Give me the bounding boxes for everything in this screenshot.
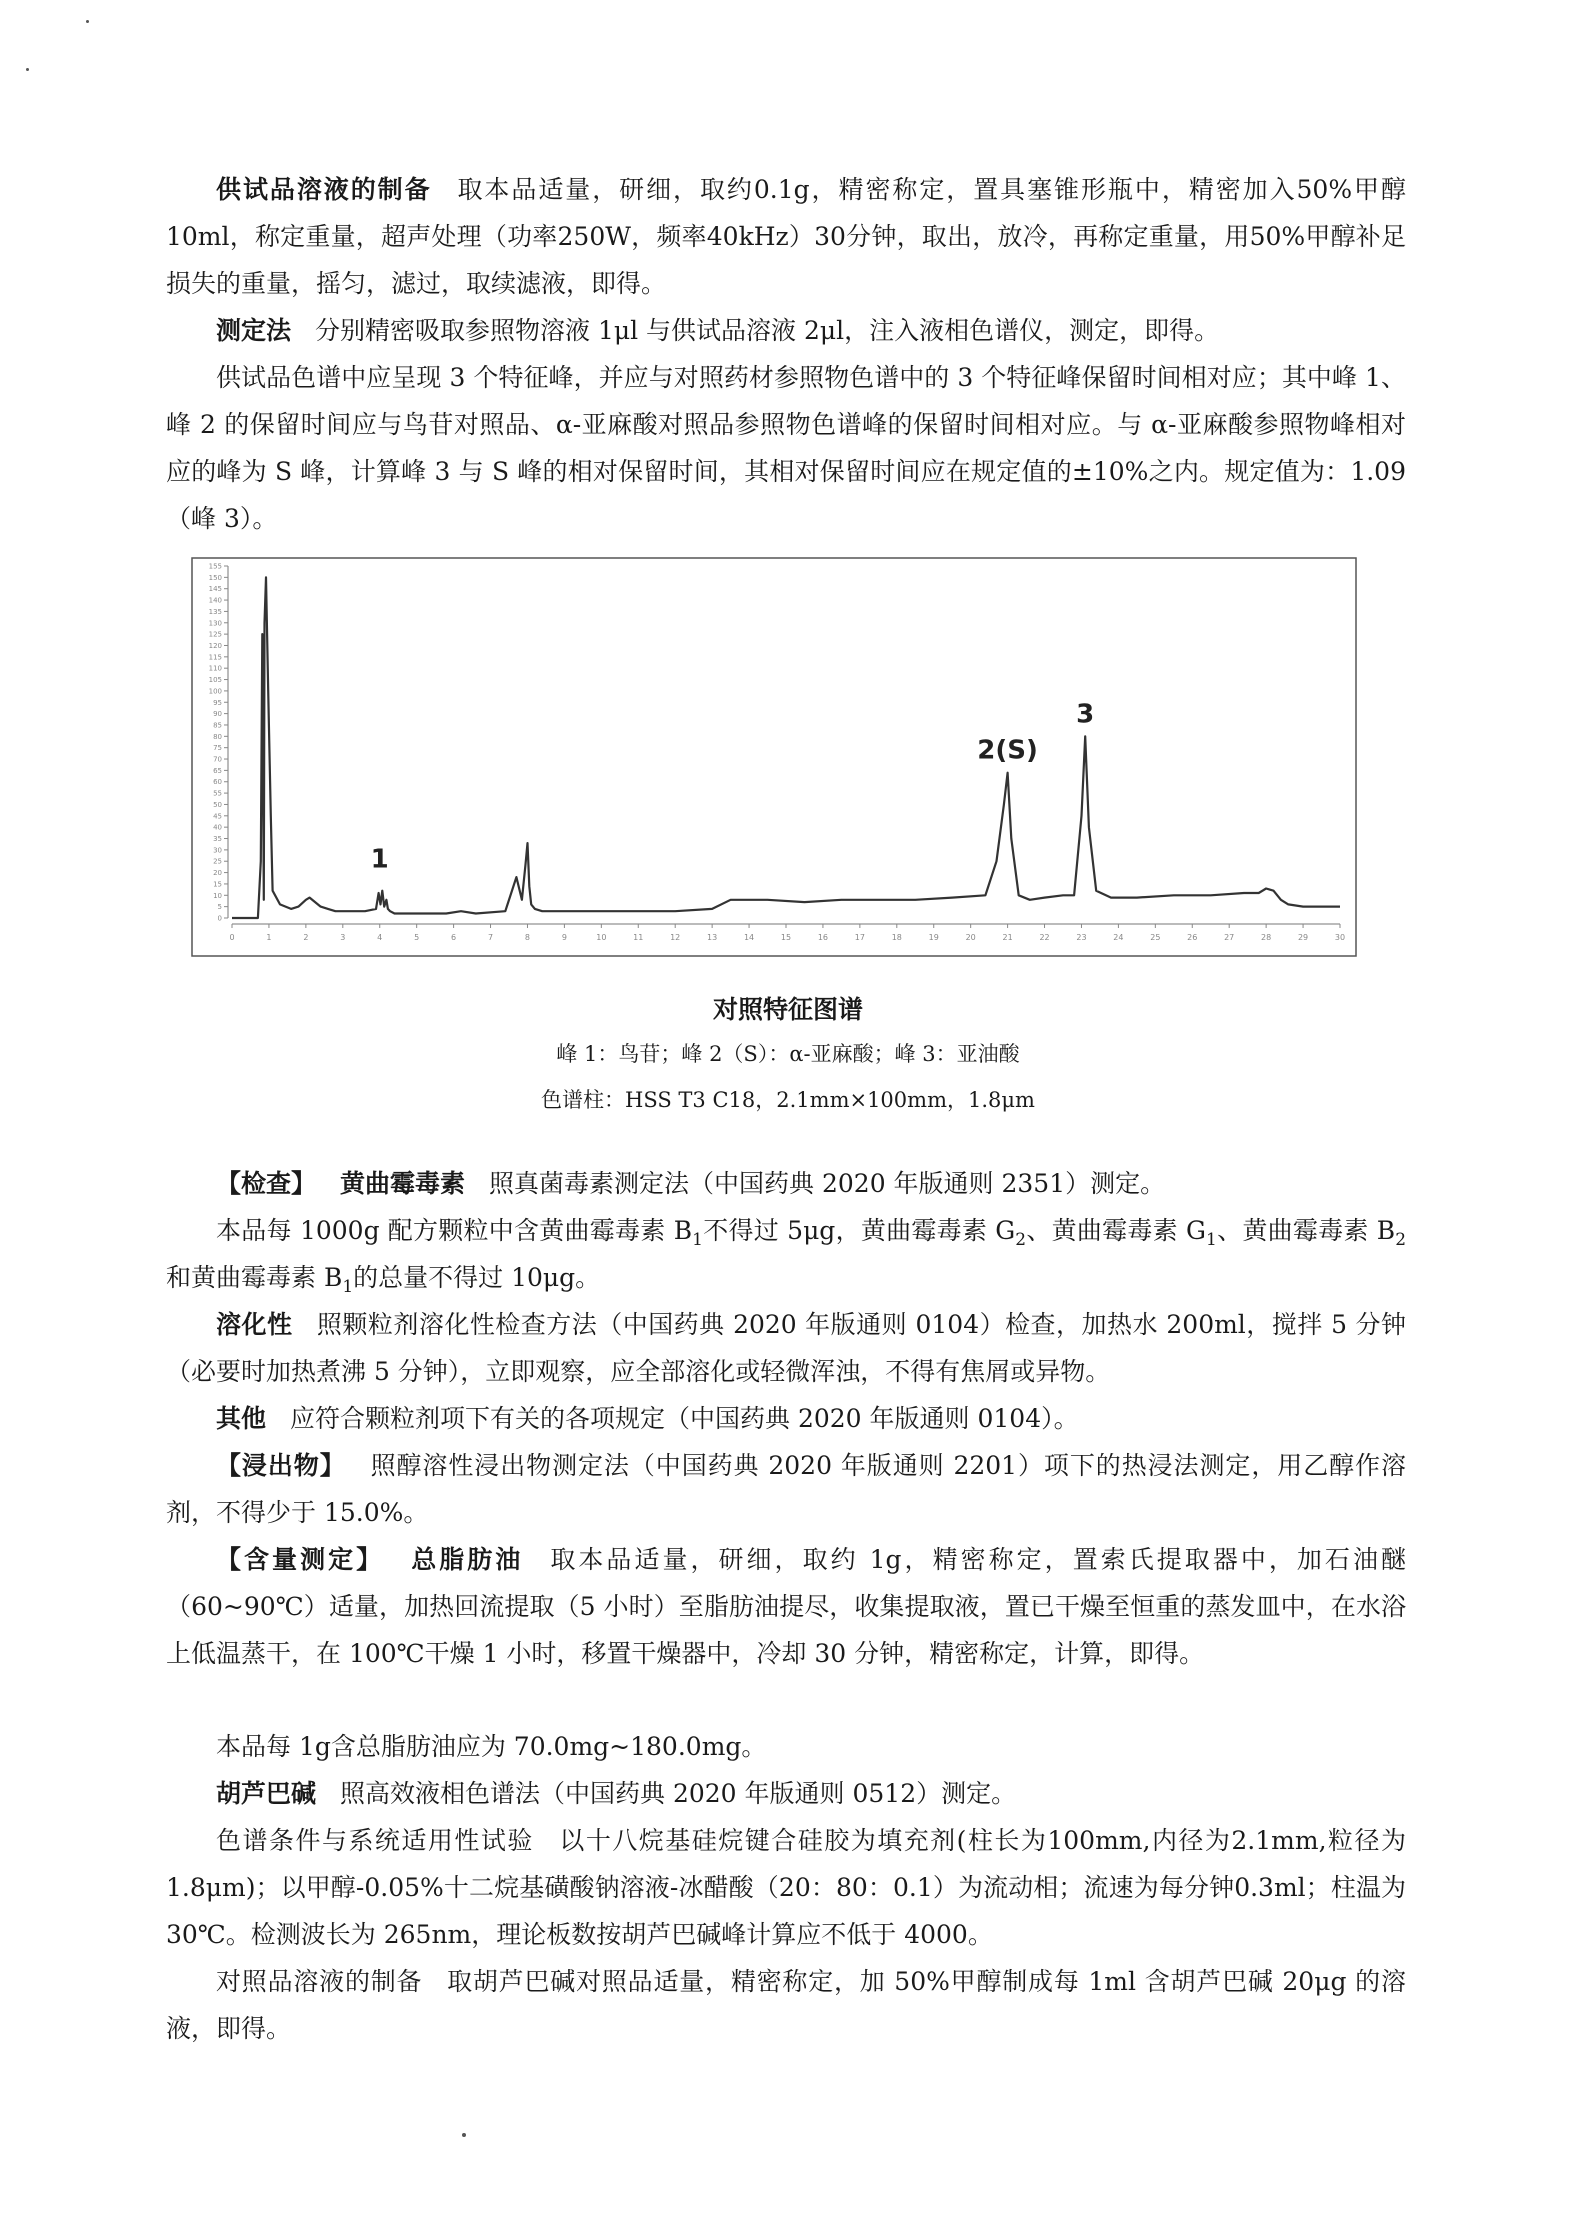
- y-axis: [209, 563, 228, 923]
- y-tick-label: 125: [208, 630, 222, 639]
- x-tick-label: 23: [1076, 933, 1087, 942]
- paragraph-aflatoxin-limit: [166, 1207, 1406, 1301]
- y-tick-label: 50: [213, 800, 222, 809]
- y-tick-label: 5: [217, 903, 222, 912]
- scan-speck: [462, 2133, 466, 2137]
- text-reference-prep: 取胡芦巴碱对照品适量，精密称定，加 50%甲醇制成每 1ml 含胡芦巴碱 20μg 的溶液，即得。: [166, 1967, 1406, 2043]
- y-tick-label: 140: [208, 596, 222, 605]
- x-tick-label: 13: [707, 933, 718, 942]
- y-tick-label: 10: [213, 891, 222, 900]
- y-tick-label: 15: [213, 880, 222, 889]
- x-tick-label: 8: [524, 933, 531, 942]
- x-tick-label: 28: [1261, 933, 1272, 942]
- y-tick-label: 150: [208, 573, 222, 582]
- x-tick-label: 12: [670, 933, 681, 942]
- y-tick-label: 90: [213, 710, 222, 719]
- text-fragment: 、黄曲霉毒素 B: [1216, 1216, 1396, 1245]
- x-tick-label: 26: [1187, 933, 1198, 942]
- chromatogram-trace: [232, 577, 1340, 918]
- paragraph-peaks: 供试品色谱中应呈现 3 个特征峰，并应与对照药材参照物色谱中的 3 个特征峰保留时间相对应；其中峰 1、峰 2 的保留时间应与鸟苷对照品、α-亚麻酸对照品参照物色谱峰的保留时间相对应。与 α-亚麻酸参照物峰相对应的峰为 S 峰，计算峰 3 与 S 峰的相对保留时间，其相对保留时间应在规定值的±10%之内。规定值为：1.09（峰 3）。: [166, 363, 1406, 533]
- paragraph-conditions: [166, 1817, 1406, 1958]
- x-tick-label: 22: [1039, 933, 1050, 942]
- y-tick-label: 45: [213, 812, 222, 821]
- subscript: 2: [1395, 1230, 1407, 1250]
- heading-aflatoxin: 黄曲霉毒素: [340, 1169, 466, 1198]
- x-tick-label: 10: [596, 933, 607, 942]
- heading-trigonelline: 胡芦巴碱: [216, 1779, 317, 1808]
- x-tick-label: 2: [303, 933, 309, 942]
- figure-title: 对照特征图谱: [712, 995, 863, 1024]
- y-tick-label: 95: [213, 698, 222, 707]
- chromatogram-chart: [190, 556, 1358, 958]
- paragraph-extract: [166, 1442, 1406, 1536]
- heading-other: 其他: [216, 1404, 267, 1433]
- x-axis: [229, 924, 1345, 942]
- text-fragment: 不得过 5μg，黄曲霉毒素 G: [702, 1216, 1016, 1245]
- y-tick-label: 105: [208, 676, 222, 685]
- paragraph-reference-prep: [166, 1958, 1406, 2052]
- paragraph-solubility: [166, 1301, 1406, 1395]
- peak-label: 1: [370, 844, 389, 875]
- subscript: 1: [342, 1277, 354, 1297]
- x-tick-label: 3: [340, 933, 346, 942]
- x-tick-label: 11: [633, 933, 644, 942]
- figure-column-caption: 色谱柱：HSS T3 C18，2.1mm×100mm，1.8μm: [541, 1088, 1035, 1112]
- x-tick-label: 7: [487, 933, 494, 942]
- x-tick-label: 9: [561, 933, 567, 942]
- paragraph-method: [166, 307, 1406, 354]
- y-tick-label: 25: [213, 857, 222, 866]
- x-tick-label: 5: [414, 933, 420, 942]
- y-tick-label: 40: [213, 823, 222, 832]
- paragraph-fatty-oil-limit: 本品每 1g含总脂肪油应为 70.0mg~180.0mg。: [216, 1732, 767, 1761]
- text-solubility: 照颗粒剂溶化性检查方法（中国药典 2020 年版通则 0104）检查，加热水 200ml，搅拌 5 分钟（必要时加热煮沸 5 分钟），立即观察，应全部溶化或轻微浑浊，不得有焦屑或异物。: [166, 1310, 1406, 1386]
- y-tick-label: 80: [213, 732, 222, 741]
- y-tick-label: 120: [208, 641, 222, 650]
- scan-speck: [86, 20, 89, 23]
- heading-solubility: 溶化性: [216, 1310, 293, 1339]
- y-tick-label: 135: [208, 607, 222, 616]
- x-tick-label: 20: [965, 933, 976, 942]
- text-fatty-oil: 取本品适量，研细，取约 1g，精密称定，置索氏提取器中，加石油醚（60~90℃）适量，加热回流提取（5 小时）至脂肪油提尽，收集提取液，置已干燥至恒重的蒸发皿中，在水浴上低温蒸干，在 100℃干燥 1 小时，移置干燥器中，冷却 30 分钟，精密称定，计算，即得。: [166, 1545, 1406, 1668]
- paragraph-sample-prep: [166, 166, 1406, 307]
- x-tick-label: 24: [1113, 933, 1124, 942]
- x-tick-label: 30: [1334, 933, 1346, 942]
- text-aflatoxin: 照真菌毒素测定法（中国药典 2020 年版通则 2351）测定。: [489, 1169, 1166, 1198]
- text-fragment: 和黄曲霉毒素 B: [166, 1263, 343, 1292]
- y-tick-label: 155: [208, 562, 222, 571]
- y-tick-label: 145: [208, 585, 222, 594]
- y-tick-label: 110: [208, 664, 222, 673]
- text-trigonelline: 照高效液相色谱法（中国药典 2020 年版通则 0512）测定。: [340, 1779, 1017, 1808]
- x-tick-label: 25: [1150, 933, 1161, 942]
- scan-speck: [26, 68, 29, 71]
- x-tick-label: 1: [266, 933, 272, 942]
- x-tick-label: 0: [229, 933, 235, 942]
- peak-label: 2(S): [977, 735, 1038, 766]
- heading-inspection: 【检查】: [216, 1169, 317, 1198]
- subscript: 1: [692, 1230, 703, 1250]
- x-tick-label: 19: [928, 933, 939, 942]
- y-tick-label: 85: [213, 721, 222, 730]
- text-method: 分别精密吸取参照物溶液 1μl 与供试品溶液 2μl，注入液相色谱仪，测定，即得。: [315, 316, 1220, 345]
- y-tick-label: 55: [213, 789, 222, 798]
- heading-reference-prep: 对照品溶液的制备: [216, 1967, 423, 1996]
- heading-sample-prep: 供试品溶液的制备: [216, 175, 432, 204]
- peak-labels: [371, 699, 1095, 874]
- y-tick-label: 30: [213, 846, 222, 855]
- paragraph-other: [166, 1395, 1406, 1442]
- text-fragment: 、黄曲霉毒素 G: [1026, 1216, 1207, 1245]
- subscript: 2: [1015, 1230, 1027, 1250]
- x-tick-label: 27: [1224, 933, 1235, 942]
- x-tick-label: 6: [451, 933, 457, 942]
- heading-conditions: 色谱条件与系统适用性试验: [216, 1826, 534, 1855]
- y-tick-label: 130: [208, 619, 222, 628]
- x-tick-label: 4: [377, 933, 383, 942]
- heading-extract: 【浸出物】: [216, 1451, 346, 1480]
- text-conditions: 以十八烷基硅烷键合硅胶为填充剂(柱长为100mm,内径为2.1mm,粒径为1.8μm)；以甲醇-0.05%十二烷基磺酸钠溶液-冰醋酸（20：80：0.1）为流动相；流速为每分钟0.3ml；柱温为 30℃。检测波长为 265nm，理论板数按胡芦巴碱峰计算应不低于 4000。: [166, 1826, 1406, 1949]
- x-tick-label: 14: [743, 933, 755, 942]
- paragraph-inspection: [166, 1160, 1406, 1207]
- x-tick-label: 15: [780, 933, 792, 942]
- x-tick-label: 29: [1297, 933, 1309, 942]
- y-tick-label: 60: [213, 778, 222, 787]
- y-tick-label: 65: [213, 766, 222, 775]
- y-tick-label: 20: [213, 869, 222, 878]
- y-tick-label: 75: [213, 744, 222, 753]
- x-tick-label: 21: [1002, 933, 1013, 942]
- x-tick-label: 18: [891, 933, 902, 942]
- peak-label: 3: [1076, 699, 1095, 730]
- y-tick-label: 100: [208, 687, 222, 696]
- figure-peaks-caption: 峰 1：鸟苷；峰 2（S）：α-亚麻酸；峰 3：亚油酸: [556, 1042, 1020, 1066]
- text-other: 应符合颗粒剂项下有关的各项规定（中国药典 2020 年版通则 0104）。: [290, 1404, 1079, 1433]
- paragraph-assay: [166, 1536, 1406, 1677]
- x-tick-label: 17: [854, 933, 865, 942]
- y-tick-label: 35: [213, 835, 222, 844]
- text-fragment: 本品每 1000g 配方颗粒中含黄曲霉毒素 B: [216, 1216, 693, 1245]
- text-extract: 照醇溶性浸出物测定法（中国药典 2020 年版通则 2201）项下的热浸法测定，用乙醇作溶剂，不得少于 15.0%。: [166, 1451, 1406, 1527]
- text-fragment: 的总量不得过 10μg。: [353, 1263, 601, 1292]
- heading-fatty-oil: 总脂肪油: [408, 1545, 524, 1574]
- y-tick-label: 0: [217, 914, 222, 923]
- text-sample-prep: 取本品适量，研细，取约0.1g，精密称定，置具塞锥形瓶中，精密加入50%甲醇10ml，称定重量，超声处理（功率250W，频率40kHz）30分钟，取出，放冷，再称定重量，用50%甲醇补足损失的重量，摇匀，滤过，取续滤液，即得。: [166, 175, 1406, 298]
- y-tick-label: 70: [213, 755, 222, 764]
- y-tick-label: 115: [208, 653, 222, 662]
- paragraph-trigonelline: [166, 1770, 1406, 1817]
- subscript: 1: [1206, 1230, 1217, 1250]
- heading-method: 测定法: [216, 316, 292, 345]
- heading-assay: 【含量测定】: [216, 1545, 385, 1574]
- x-tick-label: 16: [817, 933, 829, 942]
